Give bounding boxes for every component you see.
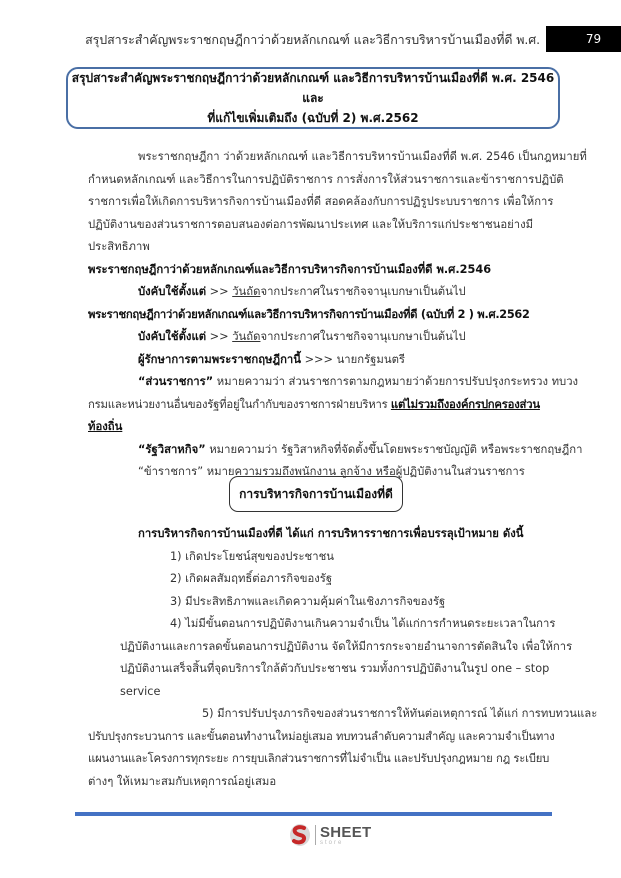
law-effective [88, 326, 550, 349]
item-line: 4) ไม่มีขั้นตอนการปฏิบัติงานเกินความจำเป็น ได้แก่การกำหนดระยะเวลาในการ [170, 617, 556, 630]
intro-paragraph [88, 146, 587, 259]
title-line-1: สรุปสาระสำคัญพระราชกฤษฎีกาว่าด้วยหลักเกณฑ์ และวิธีการบริหารบ้านเมืองที่ดี พ.ศ. 2546 และ [71, 71, 555, 105]
caretaker-value: นายกรัฐมนตรี [336, 352, 405, 366]
law-effective [88, 281, 550, 304]
footer-rule [75, 812, 552, 816]
title-box [66, 67, 560, 129]
logo-main-text: SHEET [320, 823, 372, 841]
section-box-label: การบริหารกิจการบ้านเมืองที่ดี [239, 486, 393, 501]
arrow-text: >> [209, 285, 229, 298]
effective-label: บังคับใช้ตั้งแต่ [138, 330, 207, 343]
item-line: service [120, 684, 161, 698]
page-number-box [546, 26, 621, 52]
title-line-2: ที่แก้ไขเพิ่มเติมถึง (ฉบับที่ 2) พ.ศ.2562 [207, 111, 419, 125]
definition-line [88, 371, 579, 394]
definition-agency [88, 371, 579, 439]
agency-term: “ส่วนราชการ” [138, 375, 214, 388]
caretaker-arrow: >>> [304, 352, 333, 366]
governance-item-4 [120, 613, 573, 703]
agency-def-cont: กรมและหน่วยงานอื่นของรัฐที่อยู่ในกำกับของราชการฝ่ายบริหาร [88, 397, 391, 411]
definition-soe [88, 439, 583, 462]
soe-term: “รัฐวิสาหกิจ” [138, 442, 206, 456]
soe-def: หมายความว่า รัฐวิสาหกิจที่จัดตั้งขึ้นโดยพระราชบัญญัติ หรือพระราชกฤษฎีกา [205, 442, 583, 456]
law-title: พระราชกฤษฎีกาว่าด้วยหลักเกณฑ์และวิธีการบริหารกิจการบ้านเมืองที่ดี (ฉบับที่ 2 ) พ.ศ.2562 [88, 307, 530, 321]
intro-line: ปฏิบัติงานของส่วนราชการตอบสนองต่อการพัฒนาประเทศ และให้บริการแก่ประชาชนอย่างมี [88, 217, 534, 231]
caretaker-line [88, 349, 550, 372]
definition-line [88, 416, 550, 439]
effective-rest: จากประกาศในราชกิจจานุเบกษาเป็นต้นไป [260, 285, 466, 298]
definition-line [88, 394, 550, 417]
law-2562 [88, 304, 550, 349]
page-number: 79 [585, 32, 602, 46]
item-line: ต่างๆ ให้เหมาะสมกับเหตุการณ์อยู่เสมอ [88, 774, 277, 788]
item-line: 5) มีการปรับปรุงภารกิจของส่วนราชการให้ทันต่อเหตุการณ์ ได้แก่ การทบทวนและ [202, 707, 598, 720]
running-header: สรุปสาระสำคัญพระราชกฤษฎีกาว่าด้วยหลักเกณฑ์ และวิธีการบริหารบ้านเมืองที่ดี พ.ศ. [85, 32, 540, 47]
item-line: ปรับปรุงกระบวนการ และขั้นตอนทำงานใหม่อยู่เสมอ ทบทวนลำดับความสำคัญ และความจำเป็นทาง [88, 729, 555, 743]
definition-official: “ข้าราชการ” หมายความรวมถึงพนักงาน ลูกจ้าง หรือผู้ปฏิบัติงานในส่วนราชการ [138, 465, 525, 478]
governance-item: 2) เกิดผลสัมฤทธิ์ต่อภารกิจของรัฐ [170, 572, 333, 585]
governance-item: 3) มีประสิทธิภาพและเกิดความคุ้มค่าในเชิงภารกิจของรัฐ [170, 594, 446, 608]
effective-underlined: วันถัด [232, 330, 261, 343]
body-upper [88, 146, 587, 484]
logo-text [320, 825, 372, 846]
arrow-text: >> [209, 330, 229, 343]
agency-exclusion-cont: ท้องถิ่น [88, 420, 123, 433]
law-title: พระราชกฤษฎีกาว่าด้วยหลักเกณฑ์และวิธีการบริหารกิจการบ้านเมืองที่ดี พ.ศ.2546 [88, 262, 492, 276]
governance-item: 1) เกิดประโยชน์สุขของประชาชน [170, 549, 334, 563]
governance-item-5 [88, 703, 598, 793]
item-line: ปฏิบัติงานและการลดขั้นตอนการปฏิบัติงาน จัดให้มีการกระจายอำนาจการตัดสินใจ เพื่อให้การ [120, 639, 573, 653]
effective-label: บังคับใช้ตั้งแต่ [138, 285, 207, 298]
agency-exclusion: แต่ไม่รวมถึงองค์กรปกครองส่วน [390, 397, 540, 411]
intro-line: ราชการเพื่อให้เกิดการบริหารกิจการบ้านเมืองที่ดี สอดคล้องกับการปฏิรูประบบราชการ เพื่อให้การ [88, 195, 554, 208]
intro-line: ประสิทธิภาพ [88, 240, 150, 253]
intro-line: พระราชกฤษฎีกา ว่าด้วยหลักเกณฑ์ และวิธีการบริหารบ้านเมืองที่ดี พ.ศ. 2546 เป็นกฎหมายที่ [138, 150, 587, 163]
effective-rest: จากประกาศในราชกิจจานุเบกษาเป็นต้นไป [260, 330, 466, 343]
logo-sub-text: store [320, 839, 344, 846]
law-2546 [88, 259, 550, 304]
sheet-store-logo [289, 823, 372, 847]
effective-underlined: วันถัด [232, 285, 261, 298]
logo-s-icon [289, 823, 311, 847]
section-box [229, 476, 403, 512]
agency-def: หมายความว่า ส่วนราชการตามกฎหมายว่าด้วยการปรับปรุงกระทรวง ทบวง [213, 375, 579, 388]
intro-line: กำหนดหลักเกณฑ์ และวิธีการในการปฏิบัติราชการ การสั่งการให้ส่วนราชการและข้าราชการปฏิบัติ [88, 172, 564, 186]
governance-heading: การบริหารกิจการบ้านเมืองที่ดี ได้แก่ การบริหารราชการเพื่อบรรลุเป้าหมาย ดังนี้ [138, 527, 524, 540]
logo-separator [315, 825, 316, 845]
item-line: แผนงานและโครงการทุกระยะ การยุบเลิกส่วนราชการที่ไม่จำเป็น และปรับปรุงกฎหมาย กฎ ระเบียบ [88, 752, 550, 765]
caretaker-label: ผู้รักษาการตามพระราชกฤษฎีกานี้ [138, 352, 301, 366]
item-line: ปฏิบัติงานเสร็จสิ้นที่จุดบริการใกล้ตัวกับประชาชน รวมทั้งการปฏิบัติงานในรูป one – stop [120, 662, 550, 675]
body-lower [88, 523, 598, 793]
